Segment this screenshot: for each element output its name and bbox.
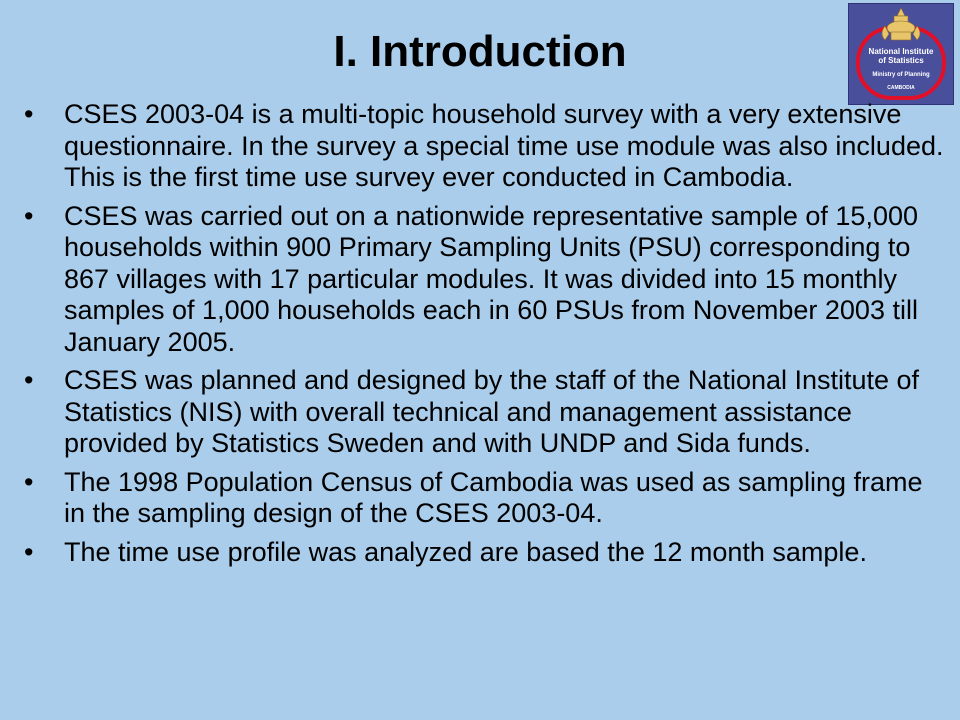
bullet-text: The 1998 Population Census of Cambodia was used as sampling frame in the sampling design of the CSES 2003-04. [64, 466, 923, 528]
bullet-icon: • [24, 466, 34, 497]
bullet-item [24, 537, 944, 569]
bullet-text: CSES was planned and designed by the staff of the National Institute of Statistics (NIS) with overall technical and management assistance provided by Statistics Sweden and with UNDP and Sida funds. [64, 365, 920, 458]
bullet-item [24, 365, 944, 460]
bullet-icon: • [24, 99, 34, 129]
bullet-text: CSES was carried out on a nationwide representative sample of 15,000 households within 900 Primary Sampling Units (PSU) corresponding to 867 villages with 17 particular modules. It was divided into 15 monthly samples of 1,000 households each in 60 PSUs from November 2003 till January 2005. [64, 200, 918, 357]
nis-logo [848, 3, 954, 105]
bullet-item [24, 467, 944, 530]
bullet-list [24, 99, 944, 575]
bullet-text: The time use profile was analyzed are based the 12 month sample. [64, 536, 867, 567]
bullet-text: CSES 2003-04 is a multi-topic household survey with a very extensive questionnaire. In the survey a special time use module was also included. This is the first time use survey ever conducted in Cambodia. [64, 99, 944, 192]
bullet-icon: • [24, 536, 34, 567]
bullet-icon: • [24, 200, 34, 231]
slide-title: I. Introduction [333, 27, 627, 76]
bullet-icon: • [24, 365, 34, 395]
logo-line-3: Ministry of Planning [872, 72, 930, 78]
logo-line-2: of Statistics [878, 56, 924, 65]
bullet-item [24, 99, 944, 194]
bullet-item [24, 201, 944, 359]
logo-line-1: National Institute [868, 47, 934, 56]
logo-line-4: CAMBODIA [887, 85, 915, 91]
